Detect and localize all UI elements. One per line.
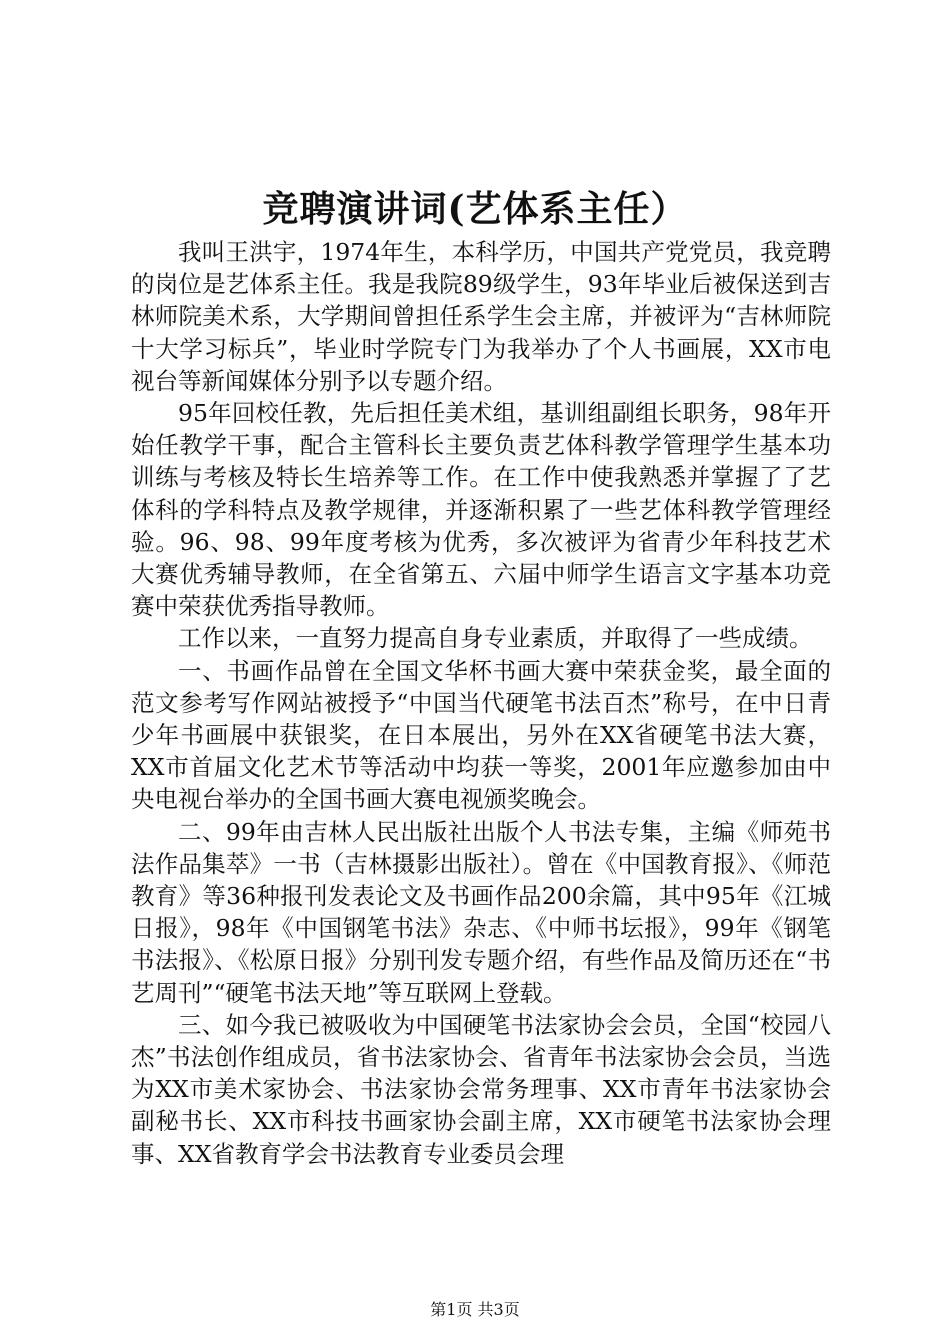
paragraph-achievement-3: 三、如今我已被吸收为中国硬笔书法家协会会员，全国“校园八杰”书法创作组成员，省书法家协会、省青年书法家协会会员，当选为XX市美术家协会、书法家协会常务理事、XX市青年书法家协会副秘书长、XX市科技书画家协会副主席，XX市硬笔书法家协会理事、XX省教育学会书法教育专业委员会理 [131, 1010, 831, 1168]
paragraph-intro: 我叫王洪宇，1974年生，本科学历，中国共产党党员，我竞聘的岗位是艺体系主任。我是我院89级学生，93年毕业后被保送到吉林师院美术系，大学期间曾担任系学生会主席，并被评为“吉林师院十大学习标兵”，毕业时学院专门为我举办了个人书画展，XX市电视台等新闻媒体分别予以专题介绍。 [131, 238, 831, 395]
paragraph-teaching-career: 95年回校任教，先后担任美术组，基训组副组长职务，98年开始任教学干事，配合主管科长主要负责艺体科教学管理学生基本功训练与考核及特长生培养等工作。在工作中使我熟悉并掌握了了艺体科的学科特点及教学规律，并逐渐积累了一些艺体科教学管理经验。96、98、99年度考核为优秀，多次被评为省青少年科技艺术大赛优秀辅导教师，在全省第五、六届中师学生语言文字基本功竞赛中荣获优秀指导教师。 [131, 399, 831, 621]
document-title: 竞聘演讲词(艺体系主任） [262, 188, 688, 230]
paragraph-achievement-2: 二、99年由吉林人民出版社出版个人书法专集，主编《师苑书法作品集萃》一书（吉林摄影出版社）。曾在《中国教育报》、《师范教育》等36种报刊发表论文及书画作品200余篇，其中95年《江城日报》，98年《中国钢笔书法》杂志、《中师书坛报》，99年《钢笔书法报》、《松原日报》分别刊发专题介绍，有些作品及简历还在“书艺周刊”“硬笔书法天地”等互联网上登载。 [131, 817, 831, 1007]
paragraph-achievement-1: 一、书画作品曾在全国文华杯书画大赛中荣获金奖，最全面的范文参考写作网站被授予“中国当代硬笔书法百杰”称号，在中日青少年书画展中获银奖，在日本展出，另外在XX省硬笔书法大赛，XX市首届文化艺术节等活动中均获一等奖，2001年应邀参加由中央电视台举办的全国书画大赛电视颁奖晚会。 [131, 656, 831, 814]
paragraph-achievements-intro: 工作以来，一直努力提高自身专业素质，并取得了一些成绩。 [178, 624, 813, 653]
page-footer [0, 1300, 950, 1320]
page-total: 共3页 [477, 1300, 520, 1319]
page-number: 第1页 [430, 1300, 473, 1319]
document-body [131, 236, 831, 1170]
